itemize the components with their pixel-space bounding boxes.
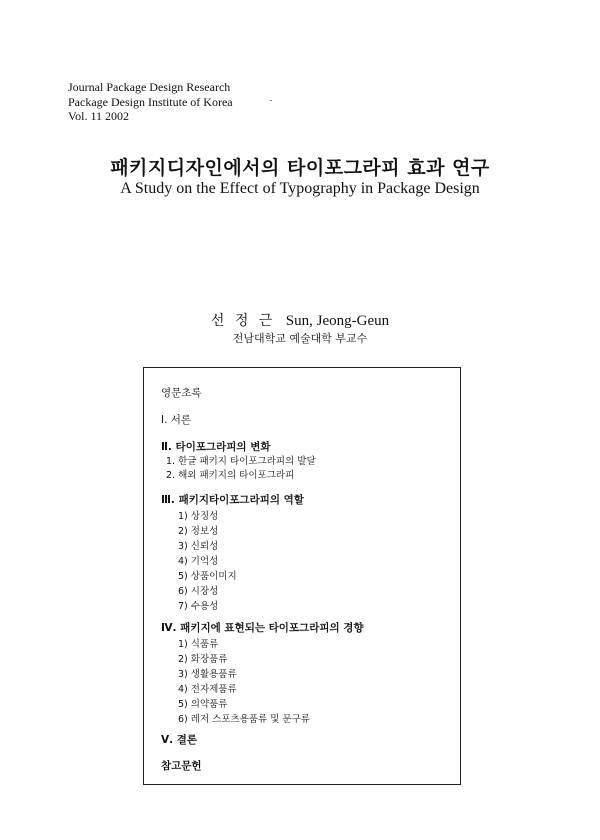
journal-name: Journal Package Design Research bbox=[68, 80, 231, 94]
toc-item: 2) 정보성 bbox=[178, 526, 219, 537]
author-line bbox=[0, 310, 600, 330]
toc-abstract: 영문초록 bbox=[161, 387, 202, 399]
scan-speck bbox=[270, 100, 272, 101]
journal-info bbox=[68, 80, 233, 124]
toc-references: 참고문헌 bbox=[161, 760, 202, 772]
toc-item: 2) 화장품류 bbox=[178, 654, 228, 665]
toc-item: 6) 레저 스포츠용품류 및 문구류 bbox=[178, 714, 310, 725]
author-affiliation: 전남대학교 예술대학 부교수 bbox=[232, 332, 368, 345]
toc-item: 3) 신뢰성 bbox=[178, 541, 219, 552]
journal-publisher: Package Design Institute of Korea bbox=[68, 94, 233, 109]
toc-item: 4) 기억성 bbox=[178, 556, 219, 567]
toc-item: 5) 상품이미지 bbox=[178, 571, 237, 582]
toc-item: 1) 상징성 bbox=[178, 511, 219, 522]
author-name-english: Sun, Jeong-Geun bbox=[285, 313, 390, 329]
toc-item: 7) 수용성 bbox=[178, 601, 219, 612]
toc-item: 3) 생활용품류 bbox=[178, 669, 237, 680]
toc-item: 1) 식품류 bbox=[178, 639, 219, 650]
toc-item: 6) 시장성 bbox=[178, 586, 219, 597]
journal-volume: Vol. 11 2002 bbox=[68, 109, 130, 123]
paper-title-english: A Study on the Effect of Typography in Package Design bbox=[120, 180, 480, 197]
toc-section-4: Ⅳ. 패키지에 표현되는 타이포그라피의 경향 bbox=[161, 622, 364, 634]
toc-item: 4) 전자제품류 bbox=[178, 684, 237, 695]
author-name-korean: 선 정 근 bbox=[210, 313, 276, 329]
toc-item: 5) 의약품류 bbox=[178, 699, 228, 710]
toc-section-2: Ⅱ. 타이포그라피의 변화 bbox=[161, 441, 271, 453]
toc-section-1: I. 서론 bbox=[161, 414, 192, 426]
toc-item: 2. 해외 패키지의 타이포그라피 bbox=[166, 470, 295, 481]
table-of-contents bbox=[143, 367, 461, 785]
paper-title-korean: 패키지디자인에서의 타이포그라피 효과 연구 bbox=[110, 157, 490, 179]
toc-section-3: Ⅲ. 패키지타이포그라피의 역할 bbox=[161, 494, 304, 506]
toc-section-5: Ⅴ. 결론 bbox=[161, 734, 198, 746]
toc-item: 1. 한글 패키지 타이포그라피의 발달 bbox=[166, 456, 316, 467]
